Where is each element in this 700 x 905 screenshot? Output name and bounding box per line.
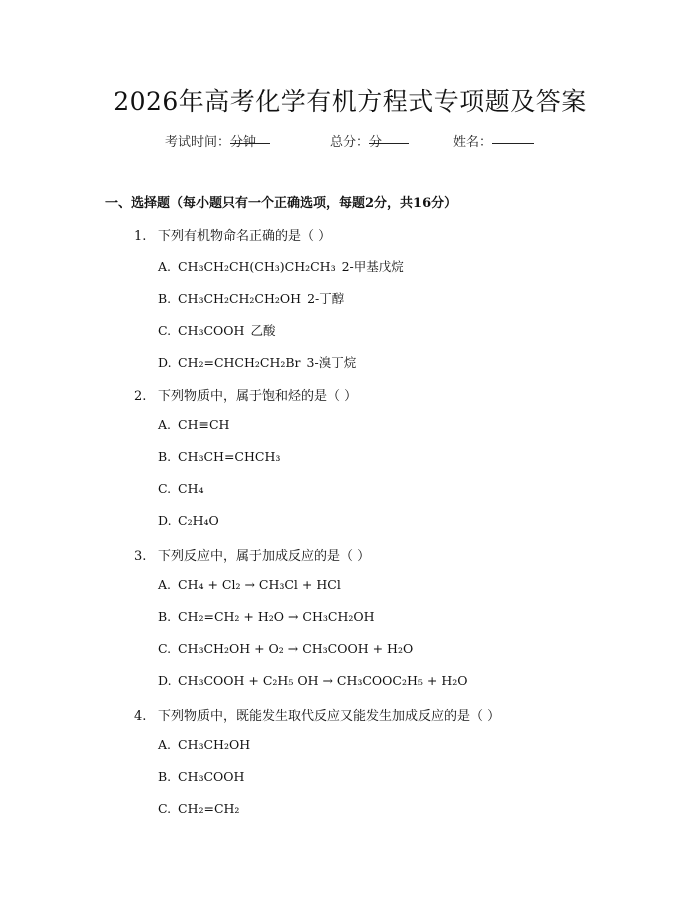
question-text: 下列有机物命名正确的是（ ） [158,229,332,244]
option-formula: CH₄ + Cl₂ → CH₃Cl + HCl [178,577,341,592]
option-letter: C. [158,801,172,816]
q1-option-d [158,353,356,371]
option-formula: CH₃CH₂OH [178,737,251,752]
time-label: 考试时间： [165,135,231,150]
question-2 [134,385,357,404]
q2-option-a [158,417,229,432]
question-number: 4. [134,709,147,724]
option-letter: B. [158,449,172,464]
q1-option-b [158,289,344,307]
option-formula: C₂H₄O [178,513,219,528]
time-blank [230,131,270,144]
option-letter: C. [158,641,172,656]
question-text: 下列物质中，属于饱和烃的是（ ） [158,389,358,404]
q3-option-b [158,609,375,624]
option-formula: CH₂=CH₂ + H₂O → CH₃CH₂OH [178,609,375,624]
question-number: 1. [134,229,147,244]
name-label: 姓名： [453,135,493,150]
option-formula: CH₃CH=CHCH₃ [178,449,281,464]
option-formula: CH₂=CHCH₂CH₂Br [178,355,301,370]
option-formula: CH₃COOH [178,769,245,784]
question-4 [134,705,500,724]
q1-option-c [158,321,275,339]
option-formula: CH₂=CH₂ [178,801,240,816]
q1-option-a [158,257,404,275]
time-field [165,131,256,150]
option-letter: C. [158,323,172,338]
option-letter: D. [158,355,172,370]
option-letter: A. [158,417,172,432]
option-compound-name: 2-甲基戊烷 [341,259,404,274]
name-field [453,131,492,150]
q2-option-b [158,449,280,464]
option-letter: C. [158,481,172,496]
option-formula: CH₄ [178,481,204,496]
score-unit: 分 [369,135,383,150]
q4-option-c [158,801,239,816]
question-text: 下列物质中，既能发生取代反应又能发生加成反应的是（ ） [158,709,501,724]
q4-option-b [158,769,244,784]
page-title: 2026年高考化学有机方程式专项题及答案 [113,87,587,116]
q2-option-d [158,513,219,528]
score-label: 总分： [330,135,370,150]
option-compound-name: 2-丁醇 [307,291,345,306]
option-formula: CH₃COOH [178,323,245,338]
option-letter: D. [158,513,172,528]
option-letter: B. [158,291,172,306]
score-field [330,131,382,150]
option-letter: A. [158,259,172,274]
option-compound-name: 乙酸 [250,323,276,338]
option-letter: B. [158,609,172,624]
question-number: 2. [134,389,147,404]
section-heading: 一、选择题（每小题只有一个正确选项，每题2分，共16分） [105,196,458,211]
option-formula: CH₃CH₂OH + O₂ → CH₃COOH + H₂O [178,641,414,656]
time-unit: 分钟 [230,135,257,150]
option-compound-name: 3-溴丁烷 [306,355,357,370]
q2-option-c [158,481,203,496]
option-letter: A. [158,737,172,752]
q3-option-c [158,641,413,656]
question-text: 下列反应中，属于加成反应的是（ ） [158,549,371,564]
option-formula: CH₃CH₂CH(CH₃)CH₂CH₃ [178,259,336,274]
option-formula: CH≡CH [178,417,230,432]
question-3 [134,545,370,564]
name-blank [492,131,534,144]
question-number: 3. [134,549,147,564]
option-formula: CH₃CH₂CH₂CH₂OH [178,291,302,306]
q4-option-a [158,737,250,752]
score-blank [369,131,409,144]
option-formula: CH₃COOH + C₂H₅ OH → CH₃COOC₂H₅ + H₂O [178,673,468,688]
option-letter: A. [158,577,172,592]
question-1 [134,225,331,244]
q3-option-d [158,673,468,688]
option-letter: D. [158,673,172,688]
option-letter: B. [158,769,172,784]
q3-option-a [158,577,341,592]
